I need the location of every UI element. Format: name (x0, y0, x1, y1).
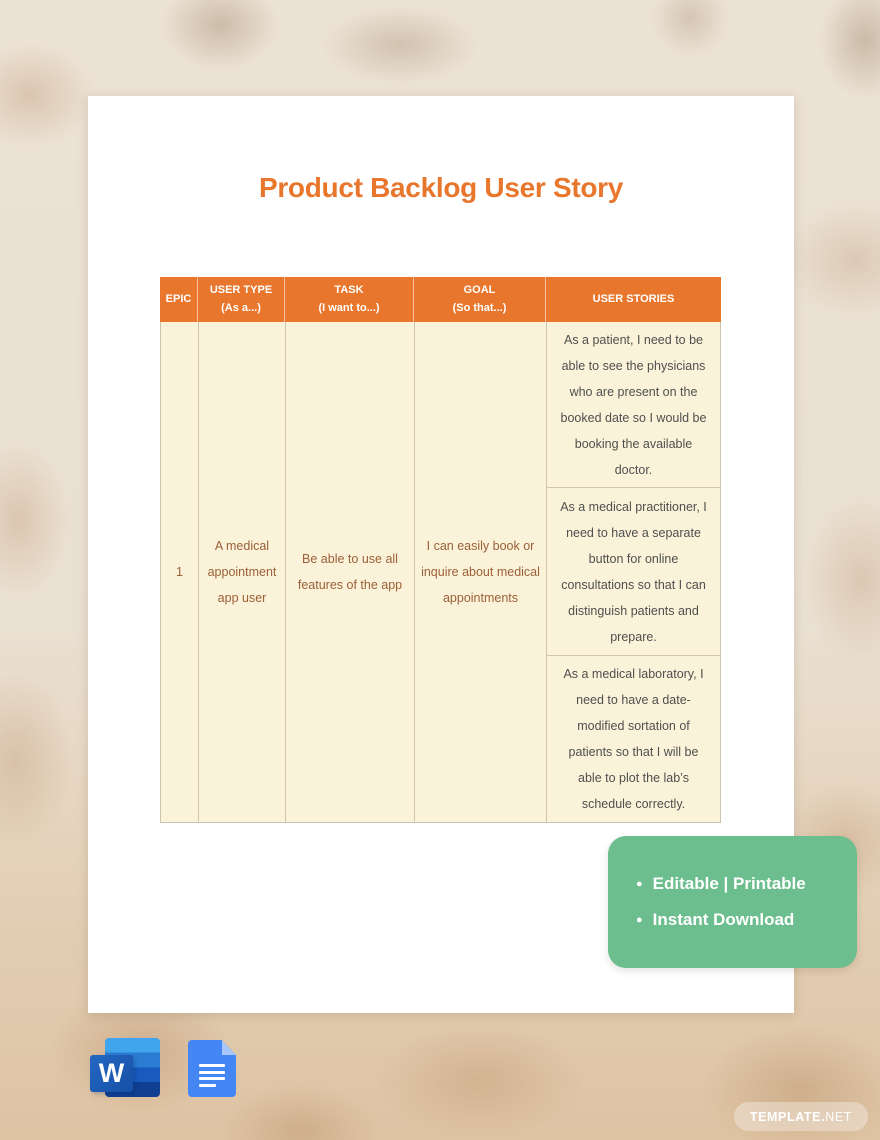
feature-item (636, 874, 857, 894)
google-docs-icon[interactable] (188, 1040, 236, 1097)
watermark-brand: TEMPLATE. (749, 1109, 826, 1124)
gdocs-text-lines (199, 1064, 225, 1090)
bullet-icon: ● (636, 913, 643, 926)
column-header-sublabel: (I want to...) (318, 301, 380, 314)
column-header-goal (414, 277, 546, 322)
table-row (160, 322, 721, 823)
column-header-task (285, 277, 414, 322)
goal-cell: I can easily book or inquire about medical appointments (415, 322, 547, 822)
user-type-cell: A medical appointment app user (199, 322, 286, 822)
column-header-label: TASK (334, 284, 364, 297)
column-header-epic (160, 277, 198, 322)
feature-label: Instant Download (652, 910, 795, 929)
user-story-table (160, 277, 721, 823)
feature-item (636, 910, 857, 930)
column-header-label: USER STORIES (592, 292, 675, 305)
user-story-cell: As a medical laboratory, I need to have a date-modified sortation of patients so that I will be able to plot the lab’s schedule correctly. (547, 655, 720, 822)
column-header-label: EPIC (165, 292, 192, 305)
watermark-tld: NET (825, 1109, 852, 1124)
column-header-user-type (198, 277, 285, 322)
table-header-row (160, 277, 721, 322)
column-header-user-stories (546, 277, 721, 322)
user-story-cell: As a patient, I need to be able to see the physicians who are present on the booked date so I would be booking the available doctor. (560, 332, 707, 477)
word-letter-badge: W (90, 1055, 133, 1092)
column-header-label: GOAL (463, 284, 496, 297)
feature-label: Editable | Printable (652, 874, 806, 893)
bullet-icon: ● (636, 877, 643, 890)
template-net-watermark (734, 1102, 868, 1131)
microsoft-word-icon[interactable] (90, 1038, 160, 1098)
column-header-sublabel: (So that...) (452, 301, 507, 314)
column-header-sublabel: (As a...) (221, 301, 261, 314)
user-story-cell: As a medical practitioner, I need to have a separate button for online consultations so that I can distinguish patients and prepare. (547, 487, 720, 655)
user-stories-cell-group (547, 322, 720, 822)
column-header-label: USER TYPE (209, 284, 273, 297)
features-badge (608, 836, 857, 968)
epic-cell: 1 (161, 322, 199, 822)
task-cell: Be able to use all features of the app (286, 322, 415, 822)
page-title: Product Backlog User Story (258, 172, 624, 203)
